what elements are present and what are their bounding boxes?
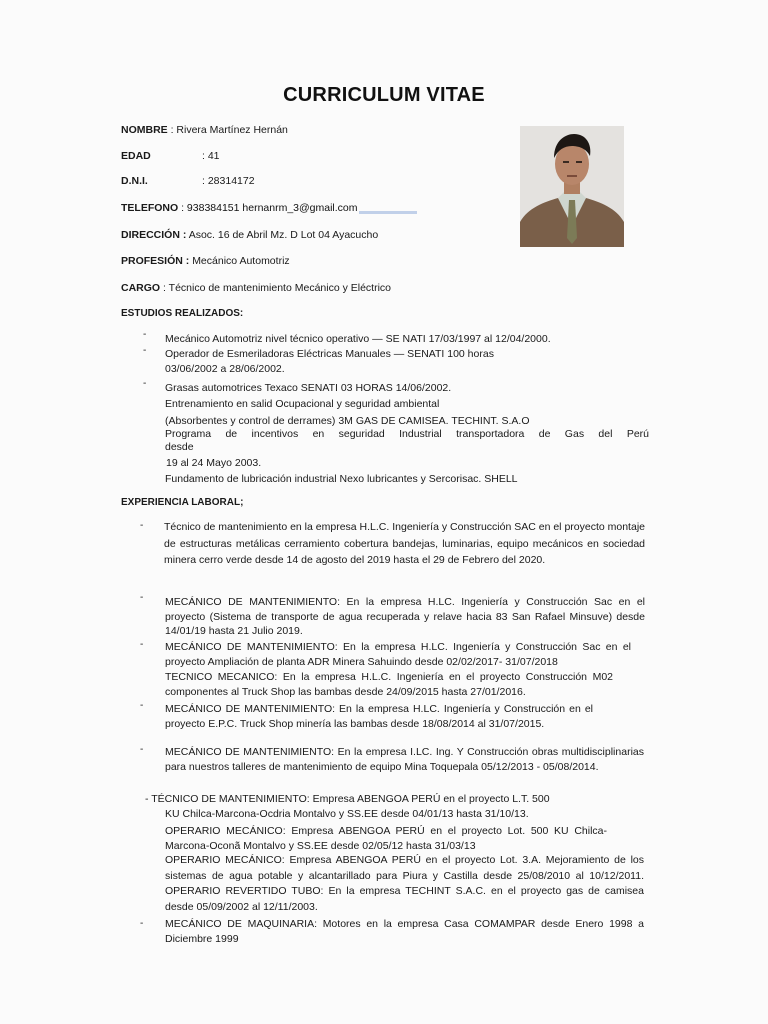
experience-entry: OPERARIO MECÁNICO: Empresa ABENGOA PERÚ en el proyecto Lot. 3.A. Mejoramiento de los sistemas de agua potable y alcantarillado para Piura y Castilla desde 25/08/2010 al 10/12/2011. OPERARIO REVERTIDO TUBO: En la empresa TECHINT S.A.C. en el proyecto gas de camisea desde 05/09/2002 al 12/11/2003. xyxy=(165,854,644,913)
bullet-marker: - xyxy=(140,592,144,603)
direccion-label: DIRECCIÓN : xyxy=(121,229,187,241)
field-edad xyxy=(121,150,220,162)
estudio-line: Programa de incentivos en seguridad Industrial transportadora de Gas del Perú xyxy=(165,428,649,440)
estudio-line: 03/06/2002 a 28/06/2002. xyxy=(165,363,285,375)
nombre-value: : Rivera Martínez Hernán xyxy=(170,124,288,136)
telefono-value: : 938384151 hernanrm_3@gmail.com xyxy=(181,202,358,214)
experience-entry: MECÁNICO DE MANTENIMIENTO: En la empresa I.LC. Ing. Y Construcción obras multidisciplinarias para nuestros talleres de mantenimiento de equipo Mina Toquepala 05/12/2013 - 05/08/2014. xyxy=(165,746,644,773)
dni-label: D.N.I. xyxy=(121,175,148,187)
field-cargo xyxy=(121,282,391,294)
edad-value: : 41 xyxy=(202,150,220,162)
experience-entry: TECNICO MECANICO: En la empresa H.L.C. Ingeniería en el proyecto Construcción M02 componentes al Truck Shop las bambas desde 24/09/2015 hasta 27/01/2016. xyxy=(165,671,613,698)
bullet-marker: - xyxy=(140,520,144,531)
experience-entry: - TÉCNICO DE MANTENIMIENTO: Empresa ABENGOA PERÚ en el proyecto L.T. 500 xyxy=(145,793,550,805)
experience-entry: MECÁNICO DE MANTENIMIENTO: En la empresa H.LC. Ingeniería y Construcción en el proyecto E.P.C. Truck Shop minería las bambas desde 18/08/2014 al 31/07/2015. xyxy=(165,703,593,730)
profile-photo xyxy=(520,126,624,247)
person-portrait-icon xyxy=(520,126,624,247)
edad-label: EDAD xyxy=(121,150,151,162)
bullet-marker: - xyxy=(140,700,144,711)
estudio-line: (Absorbentes y control de derrames) 3M GAS DE CAMISEA. TECHINT. S.A.O xyxy=(165,415,530,427)
bullet-marker: - xyxy=(143,329,147,340)
estudios-heading: ESTUDIOS REALIZADOS: xyxy=(121,308,244,319)
cargo-value: : Técnico de mantenimiento Mecánico y Eléctrico xyxy=(163,282,392,294)
estudio-line: Mecánico Automotriz nivel técnico operativo — SE NATI 17/03/1997 al 12/04/2000. xyxy=(165,333,551,345)
document-title: CURRICULUM VITAE xyxy=(283,84,485,106)
estudio-line: Entrenamiento en salid Ocupacional y seguridad ambiental xyxy=(165,398,440,410)
profesion-value: Mecánico Automotriz xyxy=(192,255,290,267)
profesion-label: PROFESIÓN : xyxy=(121,255,190,267)
field-dni xyxy=(121,175,255,187)
bullet-marker: - xyxy=(143,378,147,389)
experience-entry: MECÁNICO DE MAQUINARIA: Motores en la empresa Casa COMAMPAR desde Enero 1998 a Diciembre 1999 xyxy=(165,918,644,945)
estudio-line: desde xyxy=(165,441,194,453)
field-nombre xyxy=(121,124,288,136)
field-telefono xyxy=(121,202,417,214)
estudio-line: Fundamento de lubricación industrial Nexo lubricantes y Sercorisac. SHELL xyxy=(165,473,518,485)
email-underline xyxy=(359,211,417,214)
nombre-label: NOMBRE xyxy=(121,124,168,136)
direccion-value: Asoc. 16 de Abril Mz. D Lot 04 Ayacucho xyxy=(188,229,379,241)
bullet-marker: - xyxy=(143,345,147,356)
dni-value: : 28314172 xyxy=(202,175,255,187)
estudio-line: Operador de Esmeriladoras Eléctricas Manuales — SENATI 100 horas xyxy=(165,348,494,360)
experience-entry: OPERARIO MECÁNICO: Empresa ABENGOA PERÚ en el proyecto Lot. 500 KU Chilca-Marcona-Oconã Montalvo y SS.EE desde 02/05/12 hasta 31/03/13 xyxy=(165,825,607,852)
experiencia-heading: EXPERIENCIA LABORAL; xyxy=(121,497,244,508)
bullet-marker: - xyxy=(140,639,144,650)
telefono-label: TELEFONO xyxy=(121,202,179,214)
experience-entry: MECÁNICO DE MANTENIMIENTO: En la empresa H.LC. Ingeniería y Construcción Sac en el proyecto Ampliación de planta ADR Minera Sahuindo desde 02/02/2017- 31/07/2018 xyxy=(165,641,631,668)
estudio-line: 19 al 24 Mayo 2003. xyxy=(166,457,262,469)
field-direccion xyxy=(121,229,378,241)
experience-entry: MECÁNICO DE MANTENIMIENTO: En la empresa H.LC. Ingeniería y Construcción Sac en el proyecto (Sistema de transporte de agua recuperada y relave hacia 83 San Rafael Minsuve) desde 14/01/19 hasta 21 Julio 2019. xyxy=(165,596,645,637)
bullet-marker: - xyxy=(140,744,144,755)
experience-entry: KU Chilca-Marcona-Ocdria Montalvo y SS.EE desde 04/01/13 hasta 31/10/13. xyxy=(165,808,529,820)
experience-entry: Técnico de mantenimiento en la empresa H.L.C. Ingeniería y Construcción SAC en el proyecto montaje de estructuras metálicas cerramiento cobertura bandejas, luminarias, equipo mecánicos en sociedad minera cerro verde desde 14 de agosto del 2019 hasta el 29 de Febrero del 2020. xyxy=(164,521,645,566)
field-profesion xyxy=(121,255,290,267)
bullet-marker: - xyxy=(140,918,144,929)
estudio-line: Grasas automotrices Texaco SENATI 03 HORAS 14/06/2002. xyxy=(165,382,452,394)
cargo-label: CARGO xyxy=(121,282,161,294)
